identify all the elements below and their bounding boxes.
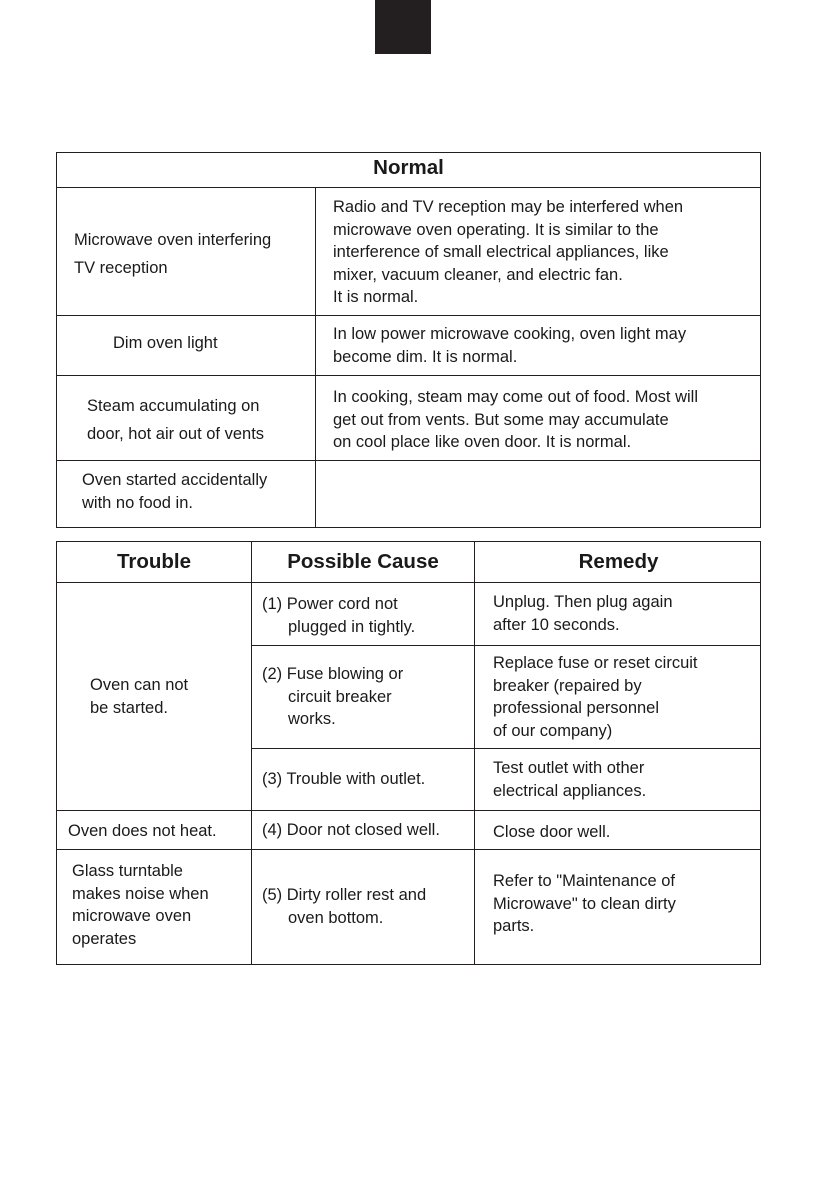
remedy-close-door: Close door well. xyxy=(493,823,611,841)
normal-issue-dim-light: Dim oven light xyxy=(113,334,218,352)
normal-explanation-dim-light: In low power microwave cooking, oven light may become dim. It is normal. xyxy=(333,325,687,366)
cause-power-cord xyxy=(262,593,472,638)
trouble-turntable-noise: Glass turntable makes noise when microwave oven operates xyxy=(72,862,209,948)
issue-line: door, hot air out of vents xyxy=(87,425,265,443)
normal-explanation-steam: In cooking, steam may come out of food. Most will get out from vents. But some may accumulate on cool place like oven door. It is normal. xyxy=(333,388,698,451)
trouble-no-heat: Oven does not heat. xyxy=(68,822,217,840)
normal-issue-no-food xyxy=(82,469,312,514)
issue-line: with no food in. xyxy=(82,493,193,512)
normal-issue-tv-reception xyxy=(74,226,309,282)
header-trouble: Trouble xyxy=(116,550,192,573)
cause-dirty-roller xyxy=(262,884,472,929)
issue-line: Steam accumulating on xyxy=(87,397,260,415)
cause-text: (2) Fuse blowing or xyxy=(262,665,404,683)
trouble-table xyxy=(56,541,761,965)
cause-text: plugged in tightly. xyxy=(288,617,416,636)
cause-text: (5) Dirty roller rest and xyxy=(262,886,427,904)
cause-outlet: (3) Trouble with outlet. xyxy=(262,770,426,788)
issue-line: Microwave oven interfering xyxy=(74,231,272,249)
header-possible-cause: Possible Cause xyxy=(287,550,439,573)
remedy-replug: Unplug. Then plug again after 10 seconds. xyxy=(493,593,673,634)
header-remedy: Remedy xyxy=(578,550,659,573)
cause-fuse xyxy=(262,663,472,731)
remedy-fuse: Replace fuse or reset circuit breaker (repaired by professional personnel of our company) xyxy=(493,654,698,740)
normal-table-title: Normal xyxy=(373,156,444,179)
normal-table xyxy=(56,152,761,528)
remedy-test-outlet: Test outlet with other electrical appliances. xyxy=(493,759,647,800)
remedy-maintenance: Refer to "Maintenance of Microwave" to clean dirty parts. xyxy=(493,872,676,935)
issue-line: Oven started accidentally xyxy=(82,471,268,489)
page-tab-marker xyxy=(375,0,431,54)
cause-text: circuit breaker works. xyxy=(288,687,392,728)
normal-explanation-tv-reception: Radio and TV reception may be interfered when microwave oven operating. It is similar to the interference of small electrical appliances, like mixer, vacuum cleaner, and electric fan. It is normal. xyxy=(333,198,684,306)
cause-text: oven bottom. xyxy=(288,908,384,927)
issue-line: TV reception xyxy=(74,259,168,277)
cause-door: (4) Door not closed well. xyxy=(262,821,440,839)
trouble-cannot-start: Oven can not be started. xyxy=(90,676,189,717)
normal-issue-steam xyxy=(87,392,312,448)
cause-text: (1) Power cord not xyxy=(262,595,398,613)
